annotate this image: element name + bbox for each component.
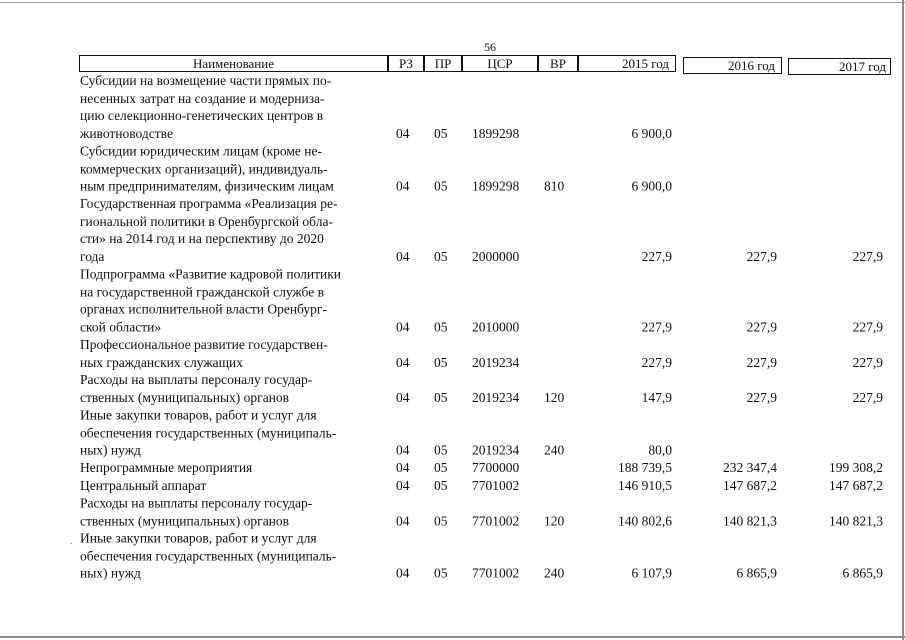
row-name-line: Иные закупки товаров, работ и услуг для	[80, 530, 317, 546]
cell-csr: 2000000	[472, 248, 520, 264]
cell-rz: 04	[396, 512, 410, 528]
row-name-line: ных) нужд	[80, 565, 141, 581]
cell-2017: 147 687,2	[829, 477, 883, 493]
cell-rz: 04	[396, 354, 410, 370]
row-name-line: несенных затрат на создание и модерниза-	[80, 90, 325, 106]
row-name-line: Расходы на выплаты персоналу государ-	[80, 372, 313, 388]
row-name	[80, 494, 380, 529]
cell-csr: 7701002	[472, 565, 520, 581]
row-name-line: Подпрограмма «Развитие кадровой политики	[80, 266, 342, 282]
row-name	[80, 371, 380, 406]
row-name	[80, 530, 380, 583]
cell-csr: 7701002	[472, 477, 520, 493]
cell-2015: 227,9	[641, 319, 672, 335]
cell-2015: 140 802,6	[618, 512, 672, 528]
row-name-line: обеспечения государственных (муниципаль-	[80, 424, 337, 440]
cell-rz: 04	[396, 442, 410, 458]
cell-vr: 810	[544, 178, 565, 194]
cell-pr: 05	[434, 389, 448, 405]
row-name-line: Расходы на выплаты персоналу государ-	[80, 495, 313, 511]
row-name	[80, 142, 380, 195]
cell-2016: 232 347,4	[723, 460, 777, 476]
row-name-line: ской области»	[80, 319, 162, 335]
cell-2016: 6 865,9	[736, 565, 777, 581]
row-name	[80, 266, 380, 336]
header-pr: ПР	[424, 55, 462, 72]
cell-pr: 05	[434, 125, 448, 141]
row-name-line: Центральный аппарат	[80, 477, 207, 493]
row-name-line: животноводстве	[80, 125, 173, 141]
row-name-line: цию селекционно-генетических центров в	[80, 108, 324, 124]
cell-2016: 227,9	[746, 389, 777, 405]
cell-csr: 2019234	[472, 354, 520, 370]
cell-pr: 05	[434, 565, 448, 581]
cell-2015: 6 107,9	[631, 565, 672, 581]
cell-rz: 04	[396, 319, 410, 335]
page-number: 56	[484, 40, 496, 54]
cell-csr: 2010000	[472, 319, 520, 335]
cell-2017: 199 308,2	[829, 460, 883, 476]
cell-2015: 6 900,0	[631, 125, 672, 141]
row-name-line: органах исполнительной власти Оренбург-	[80, 301, 327, 317]
cell-csr: 2019234	[472, 389, 520, 405]
row-name-line: гиональной политики в Оренбургской обла-	[80, 213, 333, 229]
cell-pr: 05	[434, 512, 448, 528]
cell-2016: 227,9	[746, 248, 777, 264]
cell-csr: 7700000	[472, 460, 520, 476]
cell-2015: 188 739,5	[618, 460, 672, 476]
row-name-line: ных гражданских служащих	[80, 354, 244, 370]
cell-2016: 227,9	[746, 354, 777, 370]
cell-vr: 240	[544, 442, 565, 458]
cell-2016: 140 821,3	[723, 512, 777, 528]
cell-2017: 140 821,3	[829, 512, 883, 528]
cell-rz: 04	[396, 565, 410, 581]
cell-pr: 05	[434, 442, 448, 458]
margin-dot: .	[70, 536, 73, 546]
cell-2015: 6 900,0	[631, 178, 672, 194]
cell-rz: 04	[396, 460, 410, 476]
cell-2016: 227,9	[746, 319, 777, 335]
cell-2015: 227,9	[641, 354, 672, 370]
cell-2015: 146 910,5	[618, 477, 672, 493]
header-name: Наименование	[79, 55, 388, 72]
cell-2015: 227,9	[641, 248, 672, 264]
row-name-line: Субсидии на возмещение части прямых по-	[80, 73, 332, 88]
row-name-line: Иные закупки товаров, работ и услуг для	[80, 407, 317, 423]
cell-2016: 147 687,2	[723, 477, 777, 493]
row-name	[80, 477, 380, 495]
header-2016: 2016 год	[683, 57, 782, 74]
cell-rz: 04	[396, 178, 410, 194]
row-name-line: ных) нужд	[80, 442, 141, 458]
cell-vr: 120	[544, 512, 565, 528]
header-2017: 2017 год	[788, 58, 891, 75]
row-name	[80, 72, 380, 142]
row-name-line: года	[80, 248, 105, 264]
cell-2017: 6 865,9	[842, 565, 883, 581]
cell-pr: 05	[434, 319, 448, 335]
cell-pr: 05	[434, 178, 448, 194]
cell-2017: 227,9	[852, 389, 883, 405]
row-name-line: Непрограммные мероприятия	[80, 460, 253, 476]
cell-csr: 1899298	[472, 125, 520, 141]
row-name-line: Государственная программа «Реализация ре-	[80, 196, 338, 212]
cell-pr: 05	[434, 460, 448, 476]
row-name-line: сти» на 2014 год и на перспективу до 2020	[80, 231, 324, 247]
page-bottom-border	[0, 636, 905, 638]
row-name-line: ственных (муниципальных) органов	[80, 389, 290, 405]
row-name-line: ственных (муниципальных) органов	[80, 512, 290, 528]
header-2015: 2015 год	[578, 55, 676, 72]
header-rz: РЗ	[388, 55, 424, 72]
page-top-border	[0, 2, 905, 3]
cell-2017: 227,9	[852, 319, 883, 335]
cell-2015: 80,0	[648, 442, 672, 458]
cell-rz: 04	[396, 125, 410, 141]
cell-2015: 147,9	[641, 389, 672, 405]
cell-vr: 120	[544, 389, 565, 405]
cell-csr: 1899298	[472, 178, 520, 194]
row-name	[80, 406, 380, 459]
page-right-border	[902, 0, 904, 640]
cell-rz: 04	[396, 477, 410, 493]
row-name-line: на государственной гражданской службе в	[80, 284, 324, 300]
row-name-line: Профессиональное развитие государствен-	[80, 337, 328, 352]
cell-rz: 04	[396, 389, 410, 405]
row-name	[80, 195, 380, 265]
row-name-line: обеспечения государственных (муниципаль-	[80, 548, 337, 564]
cell-csr: 7701002	[472, 512, 520, 528]
cell-vr: 240	[544, 565, 565, 581]
header-csr: ЦСР	[462, 55, 538, 72]
row-name-line: ным предпринимателям, физическим лицам	[80, 178, 334, 194]
row-name-line: Субсидии юридическим лицам (кроме не-	[80, 143, 322, 159]
row-name	[80, 336, 380, 371]
header-vr: ВР	[538, 55, 578, 72]
cell-pr: 05	[434, 248, 448, 264]
row-name	[80, 459, 380, 477]
cell-rz: 04	[396, 248, 410, 264]
cell-pr: 05	[434, 477, 448, 493]
cell-pr: 05	[434, 354, 448, 370]
cell-csr: 2019234	[472, 442, 520, 458]
cell-2017: 227,9	[852, 248, 883, 264]
cell-2017: 227,9	[852, 354, 883, 370]
row-name-line: коммерческих организаций), индивидуаль-	[80, 160, 328, 176]
